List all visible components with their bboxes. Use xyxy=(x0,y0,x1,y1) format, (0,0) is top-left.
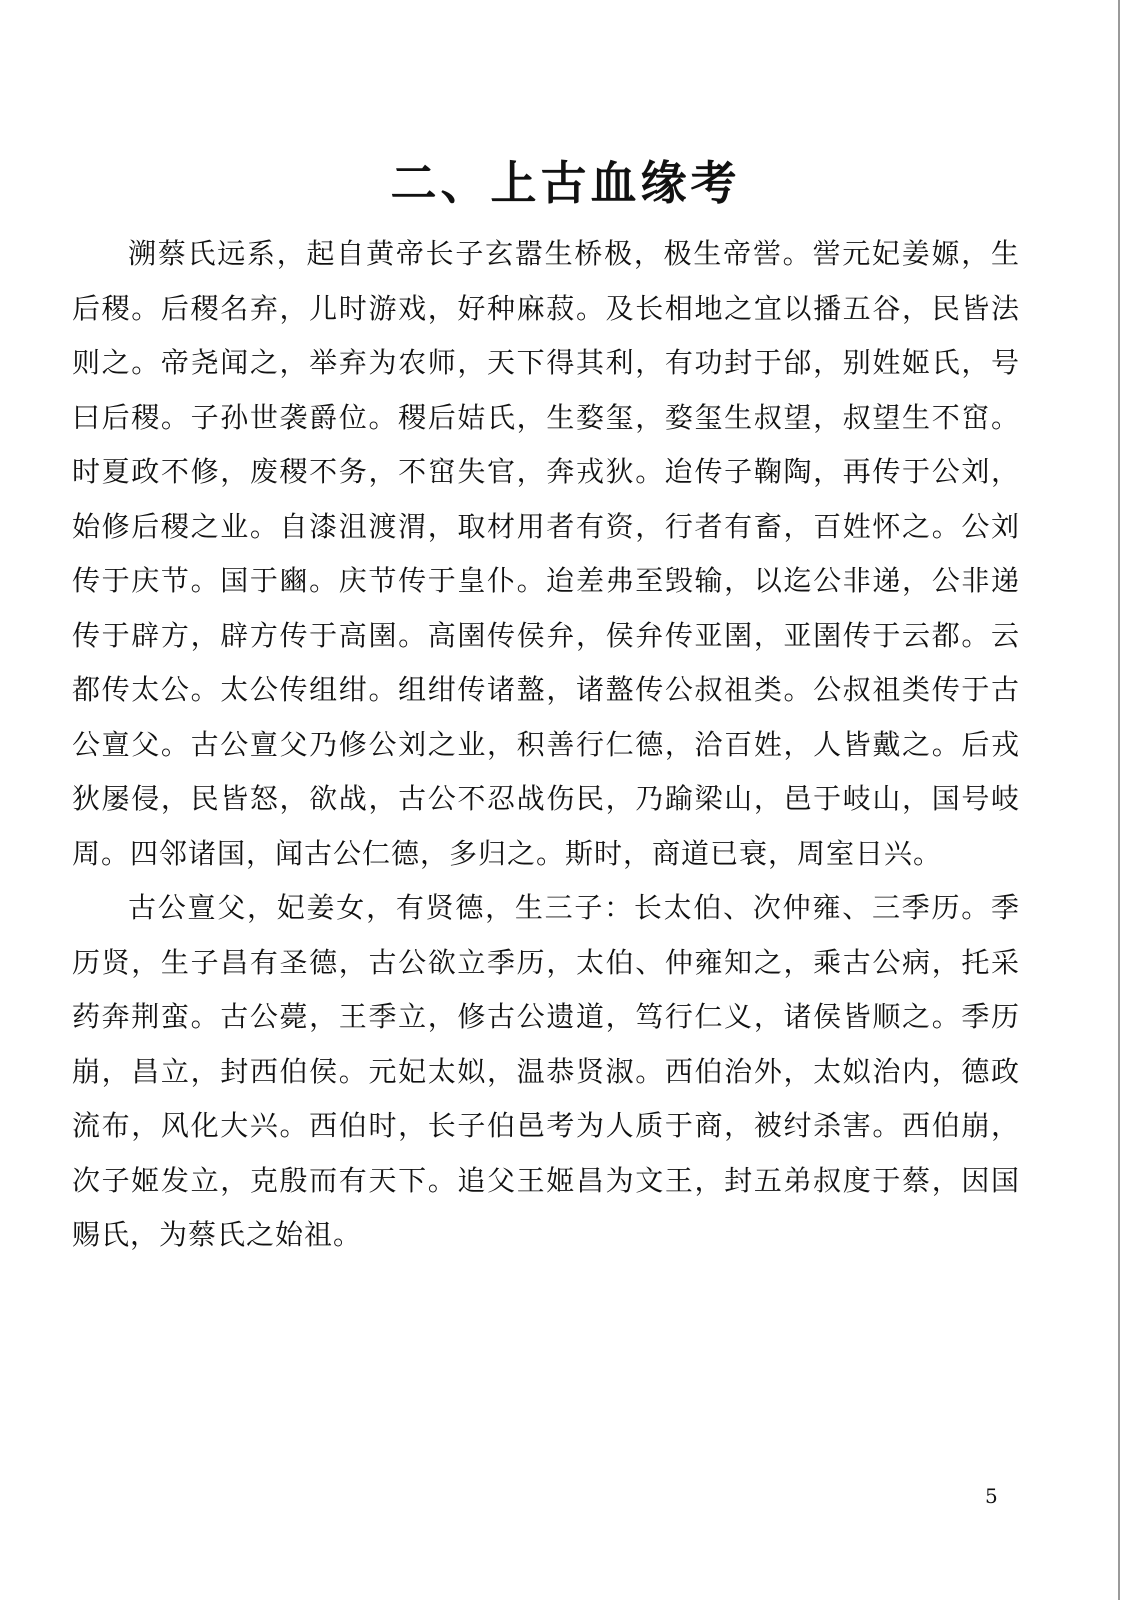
page-number: 5 xyxy=(985,1484,998,1508)
paragraph-1: 溯蔡氏远系，起自黄帝长子玄嚣生桥极，极生帝喾。喾元妃姜嫄，生后稷。后稷名弃，儿时游戏，好种麻菽。及长相地之宜以播五谷，民皆法则之。帝尧闻之，举弃为农师，天下得其利，有功封于邰，别姓姬氏，号曰后稷。子孙世袭爵位。稷后姞氏，生婺玺，婺玺生叔望，叔望生不窋。时夏政不修，废稷不务，不窋失官，奔戎狄。迨传子鞠陶，再传于公刘，始修后稷之业。自漆沮渡渭，取材用者有资，行者有畜，百姓怀之。公刘传于庆节。国于豳。庆节传于皇仆。迨差弗至毁输，以迄公非递，公非递传于辟方，辟方传于高圉。高圉传侯弁，侯弁传亚圉，亚圉传于云都。云都传太公。太公传组绀。组绀传诸盩，诸盩传公叔祖类。公叔祖类传于古公亶父。古公亶父乃修公刘之业，积善行仁德，洽百姓，人皆戴之。后戎狄屡侵，民皆怒，欲战，古公不忍战伤民，乃踰梁山，邑于岐山，国号岐周。四邻诸国，闻古公仁德，多归之。斯时，商道已衰，周室日兴。 xyxy=(72,237,1020,870)
body-text xyxy=(72,227,1020,1263)
page-title: 二、上古血缘考 xyxy=(390,155,741,210)
page-edge-divider xyxy=(1118,0,1120,1600)
paragraph-2: 古公亶父，妃姜女，有贤德，生三子：长太伯、次仲雍、三季历。季历贤，生子昌有圣德，古公欲立季历，太伯、仲雍知之，乘古公病，托采药奔荆蛮。古公薨，王季立，修古公遗道，笃行仁义，诸侯皆顺之。季历崩，昌立，封西伯侯。元妃太姒，温恭贤淑。西伯治外，太姒治内，德政流布，风化大兴。西伯时，长子伯邑考为人质于商，被纣杀害。西伯崩，次子姬发立，克殷而有天下。追父王姬昌为文王，封五弟叔度于蔡，因国赐氏，为蔡氏之始祖。 xyxy=(72,891,1020,1251)
